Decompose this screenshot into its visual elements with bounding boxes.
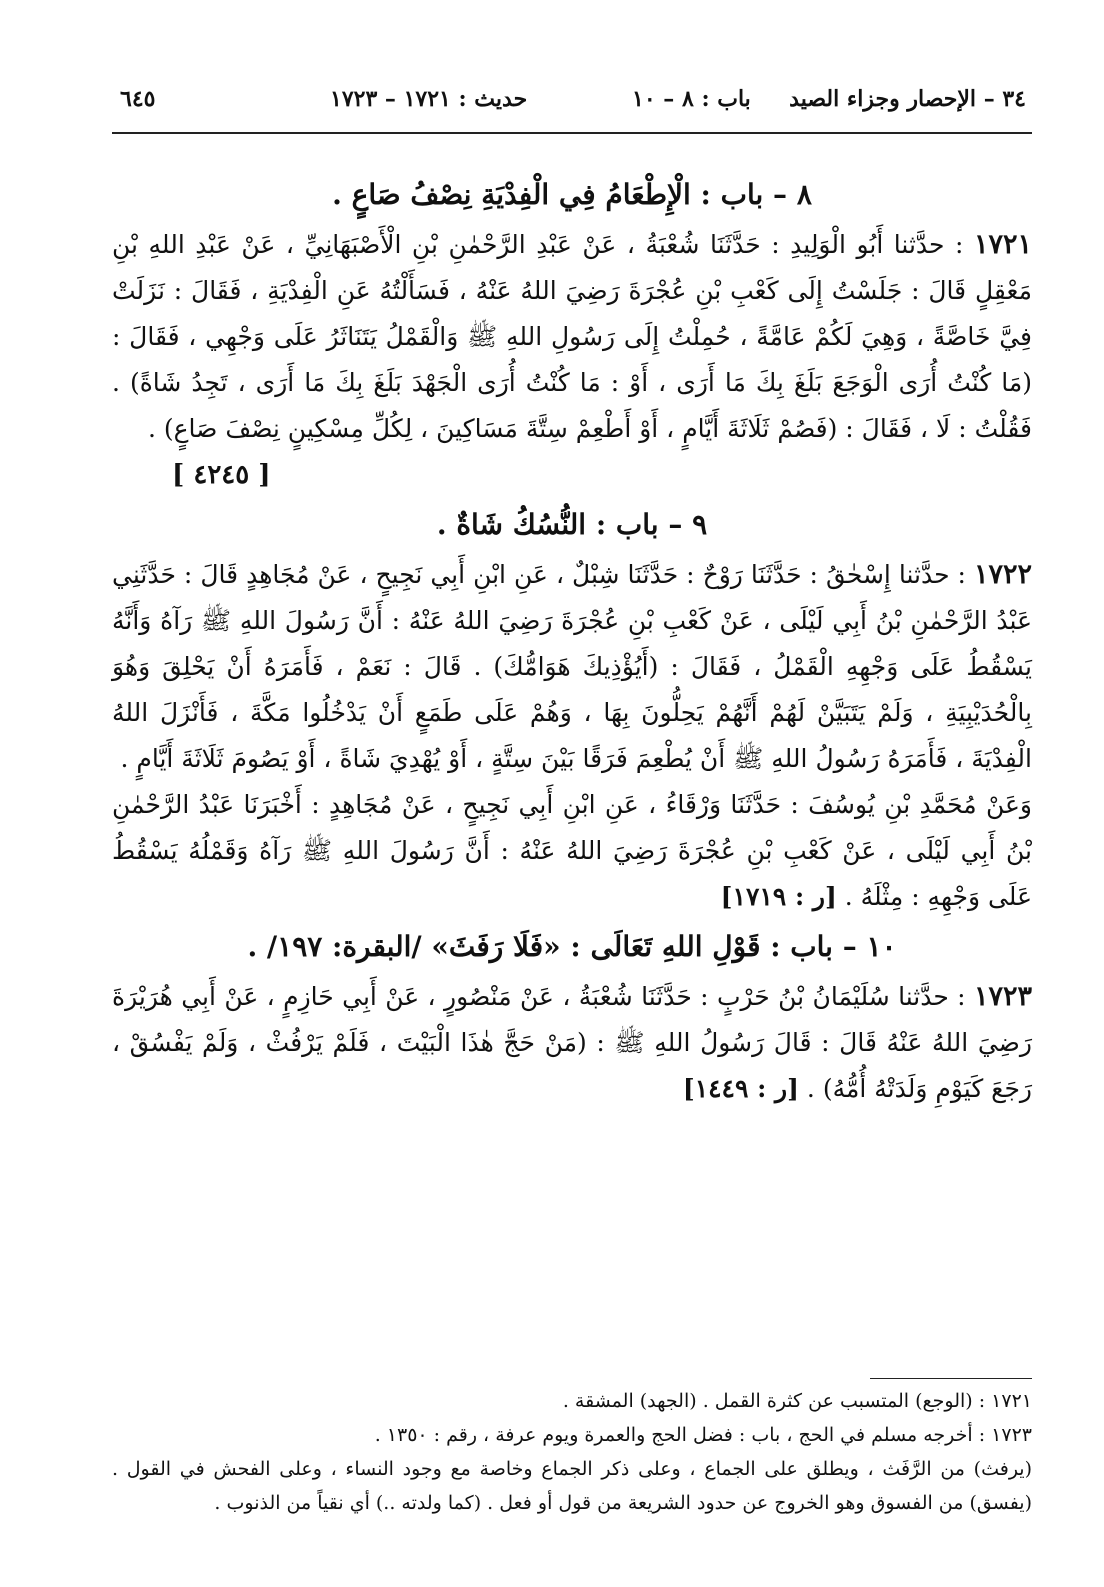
footnotes: [112, 1384, 1032, 1520]
cross-reference: [ر : ١٤٤٩]: [682, 1074, 799, 1103]
footnote-1721: ١٧٢١ : (الوجع) المتسبب عن كثرة القمل . (الجهد) المشقة .: [562, 1390, 1032, 1412]
hadith-text: : حدَّثنا سُلَيْمَانُ بْنُ حَرْبٍ : حَدَّثَنَا شُعْبَةُ ، عَنْ مَنْصُورٍ ، عَنْ أَبِي حَازِمٍ ، عَنْ أَبِي هُرَيْرَةَ رَضِيَ اللهُ عَنْهُ قَالَ : قَالَ رَسُولُ اللهِ ﷺ : (مَنْ حَجَّ هٰذَا الْبَيْتَ ، فَلَمْ يَرْفُثْ ، وَلَمْ يَفْسُقْ ، رَجَعَ كَيَوْمِ وَلَدَتْهُ أُمُّهُ) .: [112, 982, 1032, 1103]
hadith-1722-second-chain: [112, 782, 1032, 920]
hadith-number: ١٧٢١: [973, 229, 1032, 260]
hadith-1722: [112, 552, 1032, 782]
hadith-number: ١٧٢٢: [973, 559, 1032, 590]
footnote-1723: ١٧٢٣ : أخرجه مسلم في الحج ، باب : فضل الحج والعمرة ويوم عرفة ، رقم : ١٣٥٠ .: [374, 1424, 1032, 1446]
main-text: [112, 168, 1032, 1112]
bab-range: باب : ٨ – ١٠: [632, 86, 751, 112]
bab-8-title: ٨ – باب : الْإِطْعَامُ فِي الْفِدْيَةِ نِصْفُ صَاعٍ .: [332, 178, 812, 211]
bab-9-title: ٩ – باب : النُّسُكُ شَاةٌ .: [436, 508, 708, 541]
footnote-glossary: (يرفث) من الرَّفَث ، ويطلق على الجماع ، وعلى ذكر الجماع وخاصة مع وجود النساء ، وعلى الفحش في القول . (يفسق) من الفسوق وهو الخروج عن حدود الشريعة من قول أو فعل . (كما ولدته ..) أي نقياً من الذنوب .: [112, 1458, 1032, 1514]
hadith-1723: [112, 974, 1032, 1112]
hadith-text: : حدَّثنا إِسْحٰقُ : حَدَّثَنَا رَوْحٌ : حَدَّثَنَا شِبْلٌ ، عَنِ ابْنِ أَبِي نَجِيحٍ ، عَنْ مُجَاهِدٍ قَالَ : حَدَّثَنِي عَبْدُ الرَّحْمٰنِ بْنُ أَبِي لَيْلَى ، عَنْ كَعْبِ بْنِ عُجْرَةَ رَضِيَ اللهُ عَنْهُ : أَنَّ رَسُولَ اللهِ ﷺ رَآهُ وَأَنَّهُ يَسْقُطُ عَلَى وَجْهِهِ الْقَمْلُ ، فَقَالَ : (أَيُؤْذِيكَ هَوَامُّكَ) . قَالَ : نَعَمْ ، فَأَمَرَهُ أَنْ يَحْلِقَ وَهُوَ بِالْحُدَيْبِيَةِ ، وَلَمْ يَتَبَيَّنْ لَهُمْ أَنَّهُمْ يَحِلُّونَ بِهَا ، وَهُمْ عَلَى طَمَعٍ أَنْ يَدْخُلُوا مَكَّةَ ، فَأَنْزَلَ اللهُ الْفِدْيَةَ ، فَأَمَرَهُ رَسُولُ اللهِ ﷺ أَنْ يُطْعِمَ فَرَقًا بَيْنَ سِتَّةٍ ، أَوْ يُهْدِيَ شَاةً ، أَوْ يَصُومَ ثَلَاثَةَ أَيَّامٍ .: [112, 560, 1032, 773]
header-divider: [112, 132, 1032, 134]
bab-10-title: ١٠ – باب : قَوْلِ اللهِ تَعَالَى : «فَلَا رَفَثَ» /البقرة: ١٩٧/ .: [247, 930, 897, 963]
hadith-text: : حدَّثنا أَبُو الْوَلِيدِ : حَدَّثَنَا شُعْبَةُ ، عَنْ عَبْدِ الرَّحْمٰنِ بْنِ الْأَصْبَهَانِيِّ ، عَنْ عَبْدِ اللهِ بْنِ مَعْقِلٍ قَالَ : جَلَسْتُ إِلَى كَعْبِ بْنِ عُجْرَةَ رَضِيَ اللهُ عَنْهُ ، فَسَأَلْتُهُ عَنِ الْفِدْيَةِ ، فَقَالَ : نَزَلَتْ فِيَّ خَاصَّةً ، وَهِيَ لَكُمْ عَامَّةً ، حُمِلْتُ إِلَى رَسُولِ اللهِ ﷺ وَالْقَمْلُ يَتَنَاثَرُ عَلَى وَجْهِي ، فَقَالَ : (مَا كُنْتُ أُرَى الْوَجَعَ بَلَغَ بِكَ مَا أَرَى ، أَوْ : مَا كُنْتُ أُرَى الْجَهْدَ بَلَغَ بِكَ مَا أَرَى ، تَجِدُ شَاةً) . فَقُلْتُ : لَا ، فَقَالَ : (فَصُمْ ثَلَاثَةَ أَيَّامٍ ، أَوْ أَطْعِمْ سِتَّةَ مَسَاكِينَ ، لِكُلِّ مِسْكِينٍ نِصْفَ صَاعٍ) .: [112, 230, 1032, 443]
cross-reference: [ر : ١٧١٩]: [720, 882, 837, 911]
hadith-number: ١٧٢٣: [973, 981, 1032, 1012]
hadith-range: حديث : ١٧٢١ – ١٧٢٣: [330, 86, 528, 112]
chapter-title: ٣٤ – الإحصار وجزاء الصيد: [789, 86, 1026, 112]
footnote-divider: [870, 1378, 1032, 1379]
running-header: [112, 86, 1032, 126]
hadith-text: وَعَنْ مُحَمَّدِ بْنِ يُوسُفَ : حَدَّثَنَا وَرْقَاءُ ، عَنِ ابْنِ أَبِي نَجِيحٍ ، عَنْ مُجَاهِدٍ : أَخْبَرَنَا عَبْدُ الرَّحْمٰنِ بْنُ أَبِي لَيْلَى ، عَنْ كَعْبِ بْنِ عُجْرَةَ رَضِيَ اللهُ عَنْهُ : أَنَّ رَسُولَ اللهِ ﷺ رَآهُ وَقَمْلُهُ يَسْقُطُ عَلَى وَجْهِهِ : مِثْلَهُ .: [112, 790, 1032, 911]
hadith-1721: [112, 222, 1032, 452]
cross-reference: [ ٤٢٤٥ ]: [172, 460, 271, 490]
page-number: ٦٤٥: [120, 86, 156, 112]
